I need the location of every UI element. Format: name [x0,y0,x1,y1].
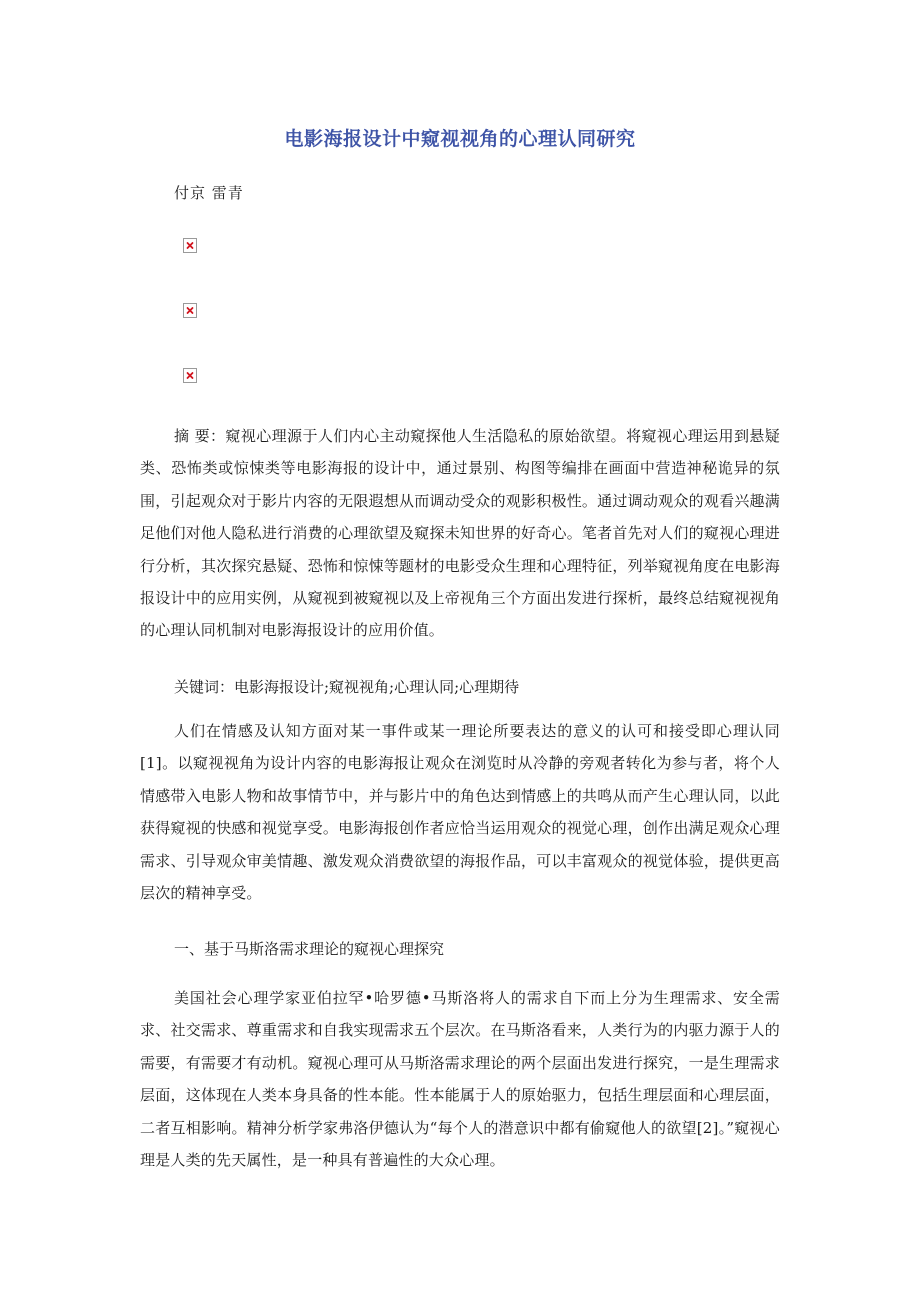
broken-image-icon [184,239,196,252]
article-title: 电影海报设计中窥视视角的心理认同研究 [284,128,636,150]
abstract-paragraph: 摘 要：窥视心理源于人们内心主动窥探他人生活隐私的原始欲望。将窥视心理运用到悬疑类、恐怖类或惊悚类等电影海报的设计中，通过景别、构图等编排在画面中营造神秘诡异的氛围，引起观众对于影片内容的无限遐想从而调动受众的观影积极性。通过调动观众的观看兴趣满足他们对他人隐私进行消费的心理欲望及窥探未知世界的好奇心。笔者首先对人们的窥视心理进行分析，其次探究悬疑、恐怖和惊悚等题材的电影受众生理和心理特征，列举窥视角度在电影海报设计中的应用实例，从窥视到被窥视以及上帝视角三个方面出发进行探析，最终总结窥视视角的心理认同机制对电影海报设计的应用价值。 [140,427,780,640]
intro-paragraph: 人们在情感及认知方面对某一事件或某一理论所要表达的意义的认可和接受即心理认同[1]。以窥视视角为设计内容的电影海报让观众在浏览时从冷静的旁观者转化为参与者，将个人情感带入电影人物和故事情节中，并与影片中的角色达到情感上的共鸣从而产生心理认同，以此获得窥视的快感和视觉享受。电影海报创作者应恰当运用观众的视觉心理，创作出满足观众心理需求、引导观众审美情趣、激发观众消费欲望的海报作品，可以丰富观众的视觉体验，提供更高层次的精神享受。 [140,722,780,903]
broken-image-3 [183,368,197,383]
broken-image-2 [183,303,197,318]
broken-image-1 [183,238,197,253]
section-body-paragraph: 美国社会心理学家亚伯拉罕•哈罗德•马斯洛将人的需求自下而上分为生理需求、安全需求、社交需求、尊重需求和自我实现需求五个层次。在马斯洛看来，人类行为的内驱力源于人的需要，有需要才有动机。窥视心理可从马斯洛需求理论的两个层面出发进行探究，一是生理需求层面，这体现在人类本身具备的性本能。性本能属于人的原始驱力，包括生理层面和心理层面，二者互相影响。精神分析学家弗洛伊德认为“每个人的潜意识中都有偷窥他人的欲望[2]。”窥视心理是人类的先天属性，是一种具有普遍性的大众心理。 [140,989,780,1170]
broken-image-icon [184,304,196,317]
keywords-line: 关键词：电影海报设计;窥视视角;心理认同;心理期待 [174,678,520,696]
article-authors: 付京 雷青 [174,184,244,202]
broken-image-icon [184,369,196,382]
section-heading: 一、基于马斯洛需求理论的窥视心理探究 [174,940,445,958]
